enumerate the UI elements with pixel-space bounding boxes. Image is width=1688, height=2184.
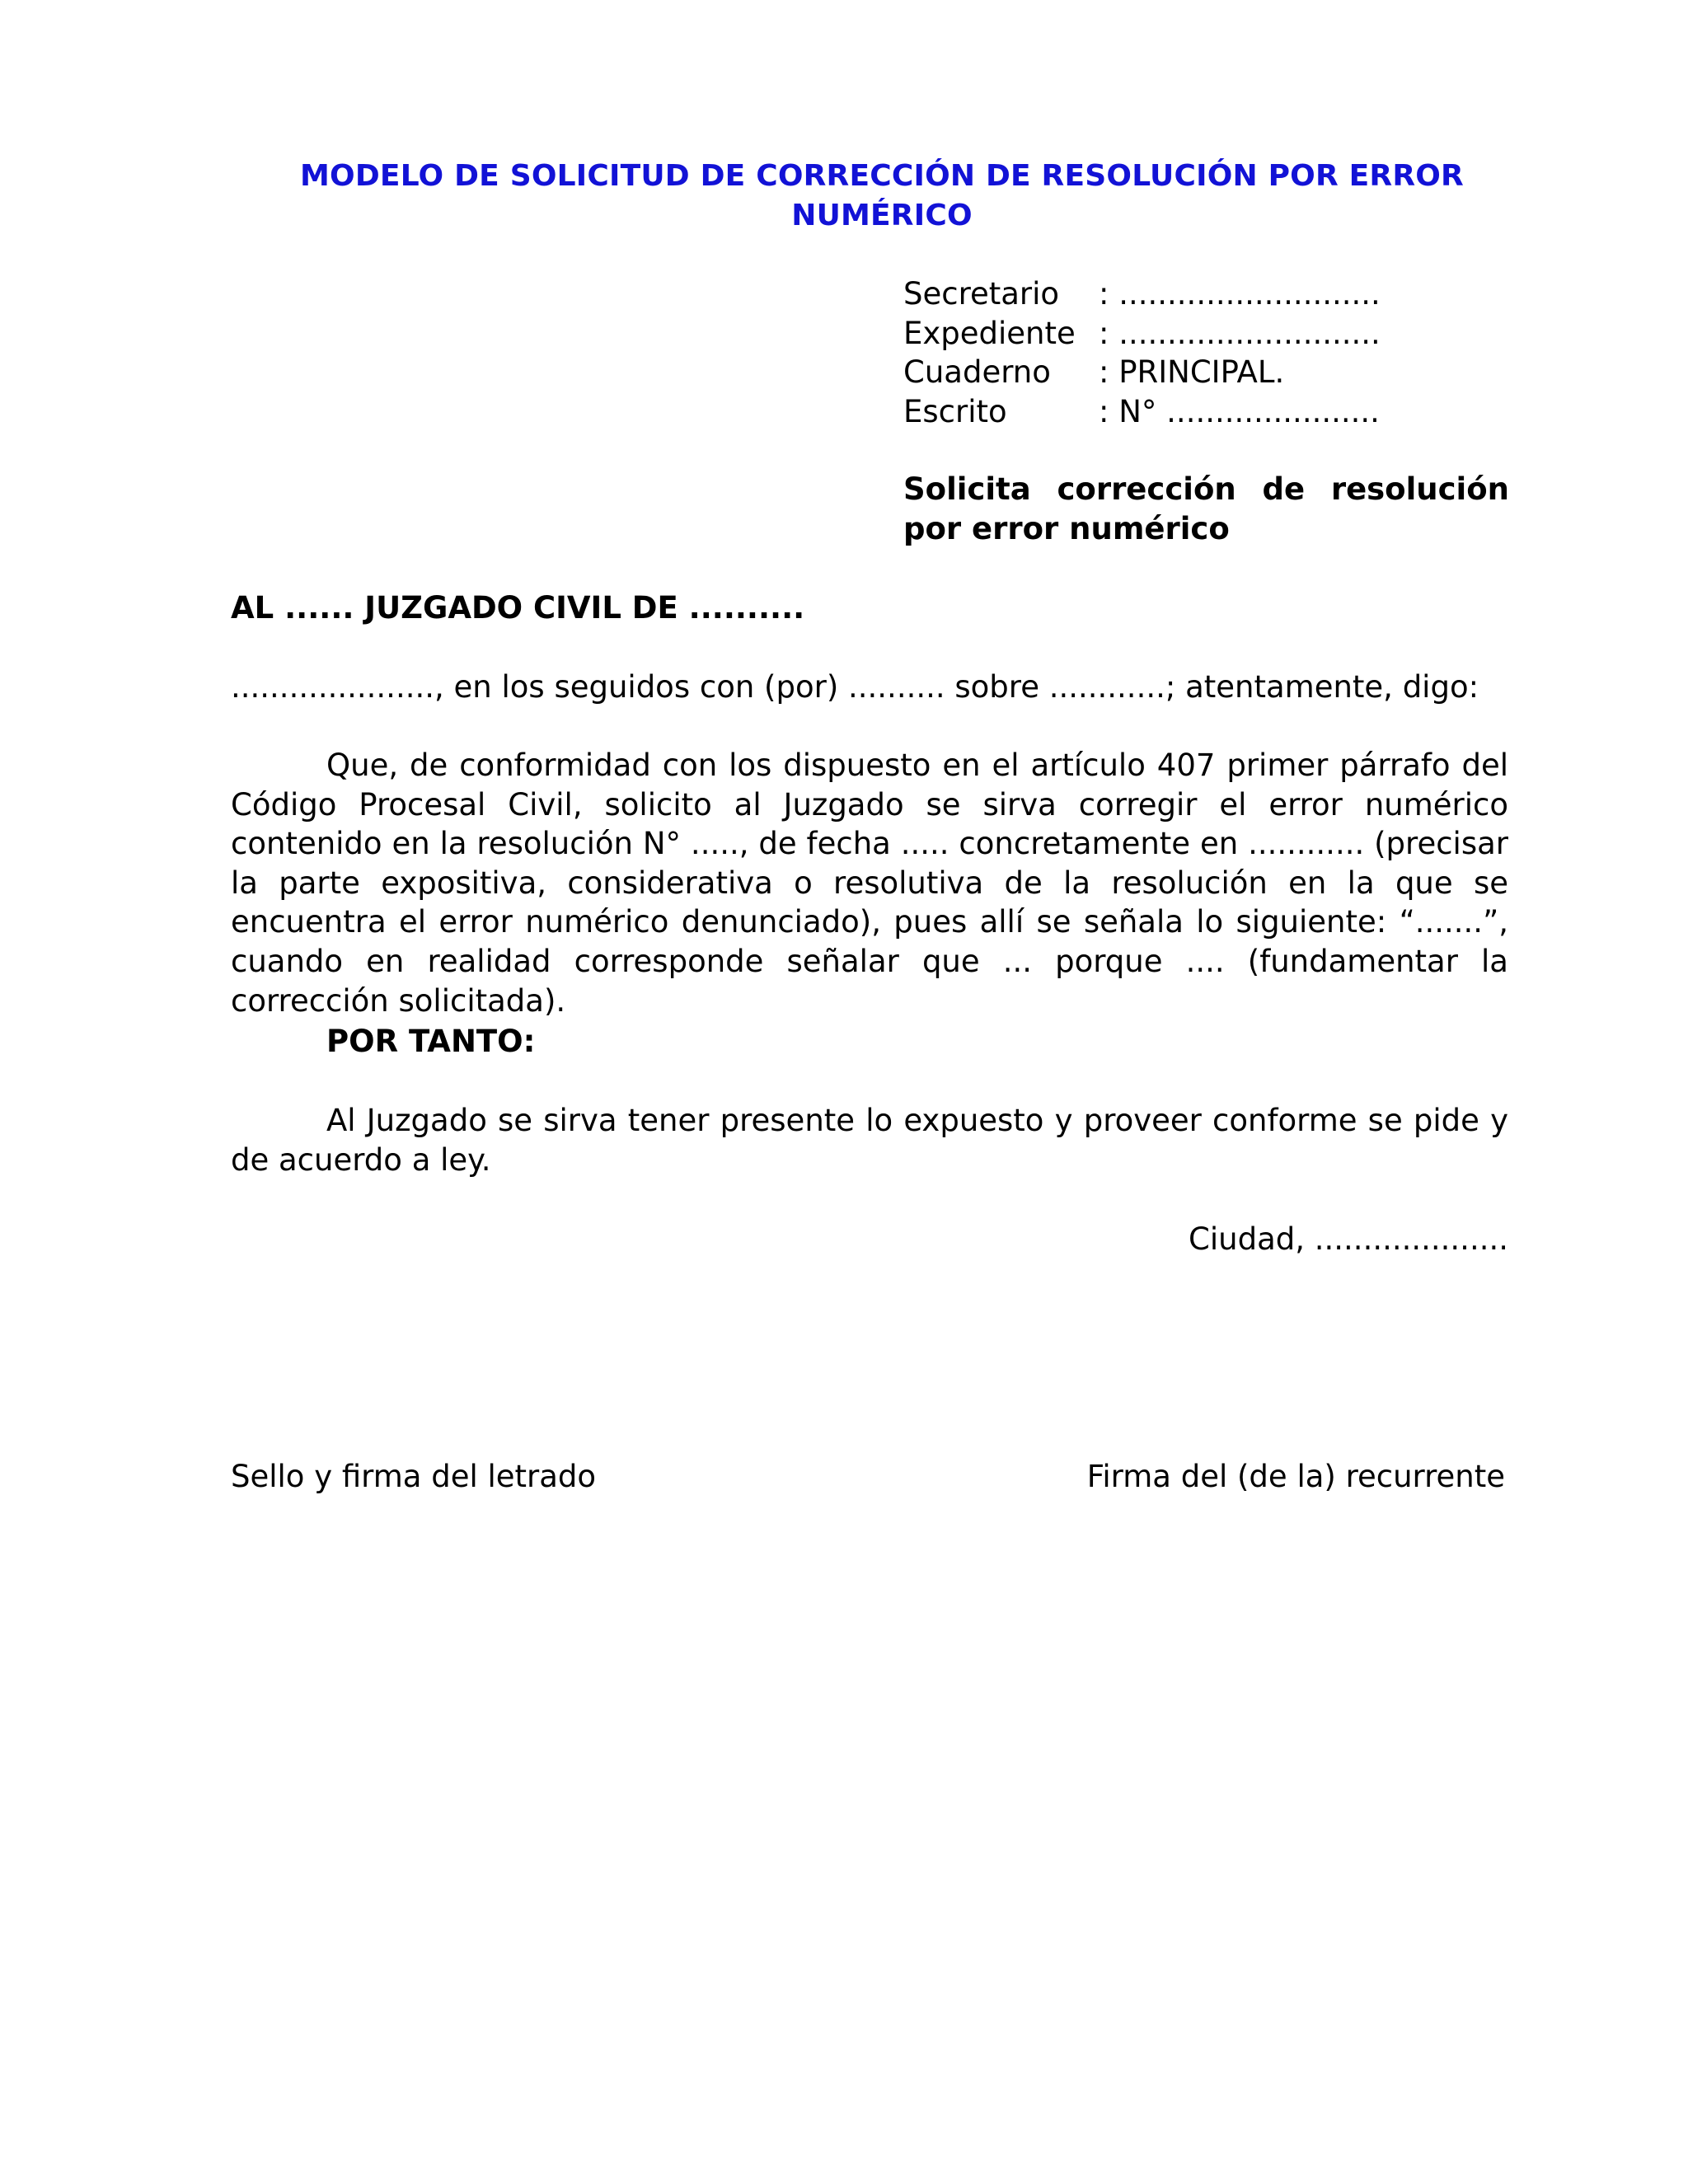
meta-value: : PRINCIPAL. <box>1099 354 1285 390</box>
signature-lawyer: Sello y firma del letrado <box>231 1459 597 1494</box>
case-metadata <box>903 274 1381 431</box>
document-title: MODELO DE SOLICITUD DE CORRECCIÓN DE RESOLUCIÓN POR ERROR NUMÉRICO <box>300 159 1464 232</box>
body-paragraph: Que, de conformidad con los dispuesto en el artículo 407 primer párrafo del Código Procesal Civil, solicito al Juzgado se sirva corregir el error numérico contenido en la resolución N° ....., de fecha ..... concretamente en ............ (precisar la parte expositiva, considerativa o resolutiva de la resolución en la que se encuentra el error numérico denunciado), pues allí se señala lo siguiente: “.......”, cuando en realidad corresponde señalar que ... porque .... (fundamentar la corrección solicitada). <box>231 748 1508 1019</box>
meta-row-cuaderno <box>903 353 1381 392</box>
meta-row-expediente <box>903 314 1381 354</box>
por-tanto-heading: POR TANTO: <box>326 1024 536 1059</box>
meta-label: Cuaderno <box>903 354 1051 390</box>
intro-line: ....................., en los seguidos con (por) .......... sobre ............; atentamente, digo: <box>231 669 1479 705</box>
meta-row-escrito <box>903 392 1381 432</box>
meta-label: Expediente <box>903 315 1076 351</box>
meta-row-secretario <box>903 274 1381 314</box>
meta-value: : N° ...................... <box>1099 393 1380 429</box>
place-date: Ciudad, .................... <box>1189 1221 1508 1257</box>
signature-applicant: Firma del (de la) recurrente <box>1086 1459 1505 1494</box>
meta-value: : ........................... <box>1099 276 1381 312</box>
subject-line: Solicita corrección de resolución por error numérico <box>903 471 1509 546</box>
meta-value: : ........................... <box>1099 315 1381 351</box>
closing-paragraph: Al Juzgado se sirva tener presente lo expuesto y proveer conforme se pide y de acuerdo a ley. <box>231 1103 1508 1178</box>
meta-label: Escrito <box>903 393 1007 429</box>
addressee: AL ...... JUZGADO CIVIL DE .......... <box>231 590 805 626</box>
meta-label: Secretario <box>903 276 1060 312</box>
